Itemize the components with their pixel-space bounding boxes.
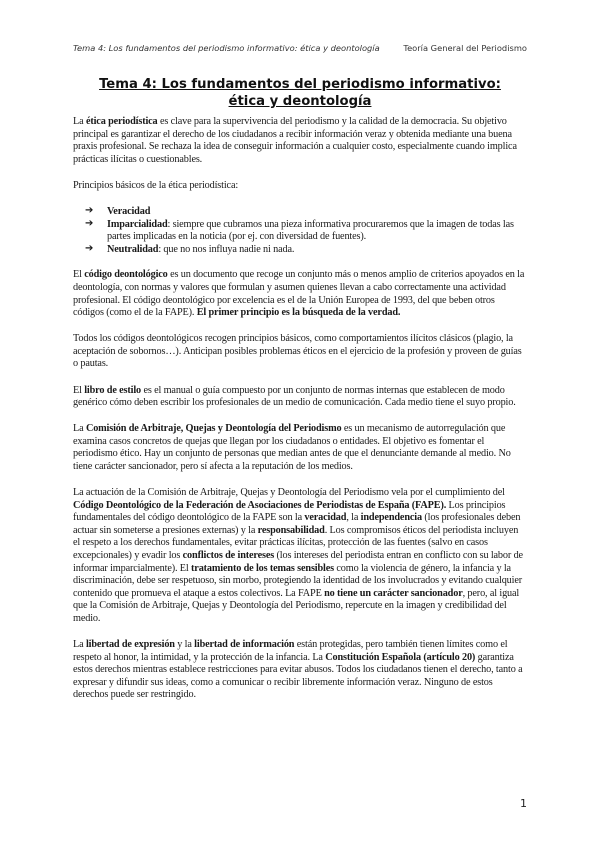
- bold-term: Constitución Española (artículo 20): [325, 651, 476, 663]
- text: es el manual o guía compuesto por un conjunto de normas internas que establecen de modo genérico cómo deben escribir los profesionales de un medio de comunicación. Cada medio tiene el suyo propio.: [73, 384, 516, 409]
- bold-term: veracidad: [304, 512, 347, 524]
- text: El: [73, 269, 85, 281]
- bold-term: responsabilidad: [257, 524, 325, 536]
- bold-term: libertad de información: [194, 639, 295, 651]
- header-right: Teoría General del Periodismo: [403, 43, 527, 53]
- text: La: [73, 639, 86, 651]
- bold-term: Comisión de Arbitraje, Quejas y Deontología del Periodismo: [85, 423, 342, 435]
- text: (los profesionales deben actuar sin someterse a presiones externas) y la: [73, 512, 521, 536]
- text: garantiza estos derechos mientras establece restricciones para evitar abusos. Todos los ciudadanos tienen el derecho, tanto a expresar y difundir sus ideas, como a comunicar o recibir libremente información veraz. Ninguno de estos derechos puede ser restringido.: [73, 651, 523, 701]
- text: , la: [346, 512, 361, 524]
- text: y la: [174, 639, 195, 651]
- paragraph-codigo: [73, 269, 527, 319]
- arrow-icon: ➔: [85, 242, 94, 254]
- text: es un documento que recoge un conjunto más o menos amplio de criterios apoyados en la deontología, con normas y valores que formulan y asumen quienes llevan a cabo correctamente una actividad profesional. El código deontológico por excelencia es el de la Unión Europea de 1993, del que beben otros códigos (como el de la FAPE).: [73, 269, 525, 319]
- bold-term: libro de estilo: [84, 384, 142, 396]
- text: La: [73, 423, 86, 435]
- text: : que no nos influya nadie ni nada.: [158, 243, 295, 255]
- page-header: [73, 43, 527, 53]
- arrow-icon: ➔: [85, 217, 94, 229]
- text: : siempre que cubramos una pieza informativa procuraremos que la imagen de todas las partes implicadas en la noticia (por ej. con diversidad de fuentes).: [107, 218, 514, 243]
- text: (los intereses del periodista entran en conflicto con su labor de informar imparcialmente). El: [73, 550, 523, 574]
- text: , pero, al igual que la Comisión de Arbitraje, Quejas y Deontología del Periodismo, repercute en la imagen y credibilidad del medio.: [73, 587, 520, 624]
- bold-term: libertad de expresión: [85, 639, 175, 651]
- text: El: [73, 384, 85, 396]
- paragraph-libro-estilo: [73, 385, 527, 410]
- paragraph-principios-intro: Principios básicos de la ética periodística:: [73, 179, 239, 191]
- text: La: [73, 116, 86, 127]
- bold-term: El primer principio es la búsqueda de la verdad.: [196, 307, 401, 319]
- paragraph-libertades: [73, 639, 527, 702]
- principles-list: [73, 206, 527, 256]
- text: es clave para la supervivencia del periodismo y la calidad de la democracia. Su objetivo principal es garantizar el derecho de los ciudadanos a recibir información veraz y obtenida mediante una buena praxis profesional. Se rechaza la idea de conseguir información a cualquier costo, especialmente cuando implica prácticas ilícitas o cuestionables.: [73, 116, 517, 165]
- bold-term: conflictos de intereses: [182, 550, 275, 562]
- bold-term: tratamiento de los temas sensibles: [191, 562, 334, 574]
- bold-term: Neutralidad: [107, 243, 159, 255]
- paragraph-fape: [73, 487, 527, 626]
- text: están protegidas, pero también tienen límites como el respeto al honor, la intimidad, y la protección de la infancia. La: [73, 639, 508, 663]
- list-item: [85, 244, 527, 257]
- text: como la violencia de género, la infancia y la discriminación, debe ser respetuoso, sin morbo, protegiendo la identidad de los involucrados y evitando cualquier contenido que promueva el ataque a estos colectivos. La FAPE: [73, 562, 523, 599]
- arrow-icon: ➔: [85, 204, 94, 216]
- page-title: Tema 4: Los fundamentos del periodismo informativo: ética y deontología: [99, 77, 501, 109]
- document-body: [73, 116, 527, 716]
- bold-term: código deontológico: [84, 269, 168, 281]
- bold-term: Código Deontológico de la Federación de Asociaciones de Periodistas de España (FAPE).: [73, 499, 447, 511]
- paragraph-etica: [73, 116, 527, 166]
- text: Los principios fundamentales del código deontológico de la FAPE son la: [73, 499, 506, 524]
- paragraph-comision: [73, 423, 527, 473]
- bold-term: Imparcialidad: [107, 218, 168, 230]
- bold-term: no tiene un carácter sancionador: [324, 587, 463, 599]
- text: La actuación de la Comisión de Arbitraje, Quejas y Deontología del Periodismo vela por el cumplimiento del: [73, 487, 505, 499]
- bold-term: independencia: [360, 512, 422, 524]
- text: es un mecanismo de autorregulación que examina casos concretos de quejas que llegan por los ciudadanos o entidades. El objetivo es fomentar el periodismo ético. Hay un conjunto de personas que median antes de que el denunciante demande al medio. No tiene carácter sancionador, pero sí afecta a la reputación de los medios.: [73, 423, 511, 472]
- text: . Los compromisos éticos del periodista incluyen el respeto a los derechos fundamentales, evitar prácticas ilícitas, protección de las fuentes (salvo en casos excepcionales) y evadir los: [73, 524, 519, 562]
- list-item: [85, 219, 527, 244]
- bold-term: ética periodística: [85, 116, 158, 127]
- header-left: Tema 4: Los fundamentos del periodismo informativo: ética y deontología: [73, 43, 380, 53]
- paragraph-codigos: Todos los códigos deontológicos recogen principios básicos, como comportamientos ilícitos clásicos (plagio, la aceptación de sobornos…). Anticipan posibles problemas éticos en el ejercicio de la profesión y proveen de guías o pautas.: [73, 333, 522, 370]
- list-item: [85, 206, 527, 219]
- bold-term: Veracidad: [107, 205, 151, 217]
- page-number: 1: [520, 797, 527, 810]
